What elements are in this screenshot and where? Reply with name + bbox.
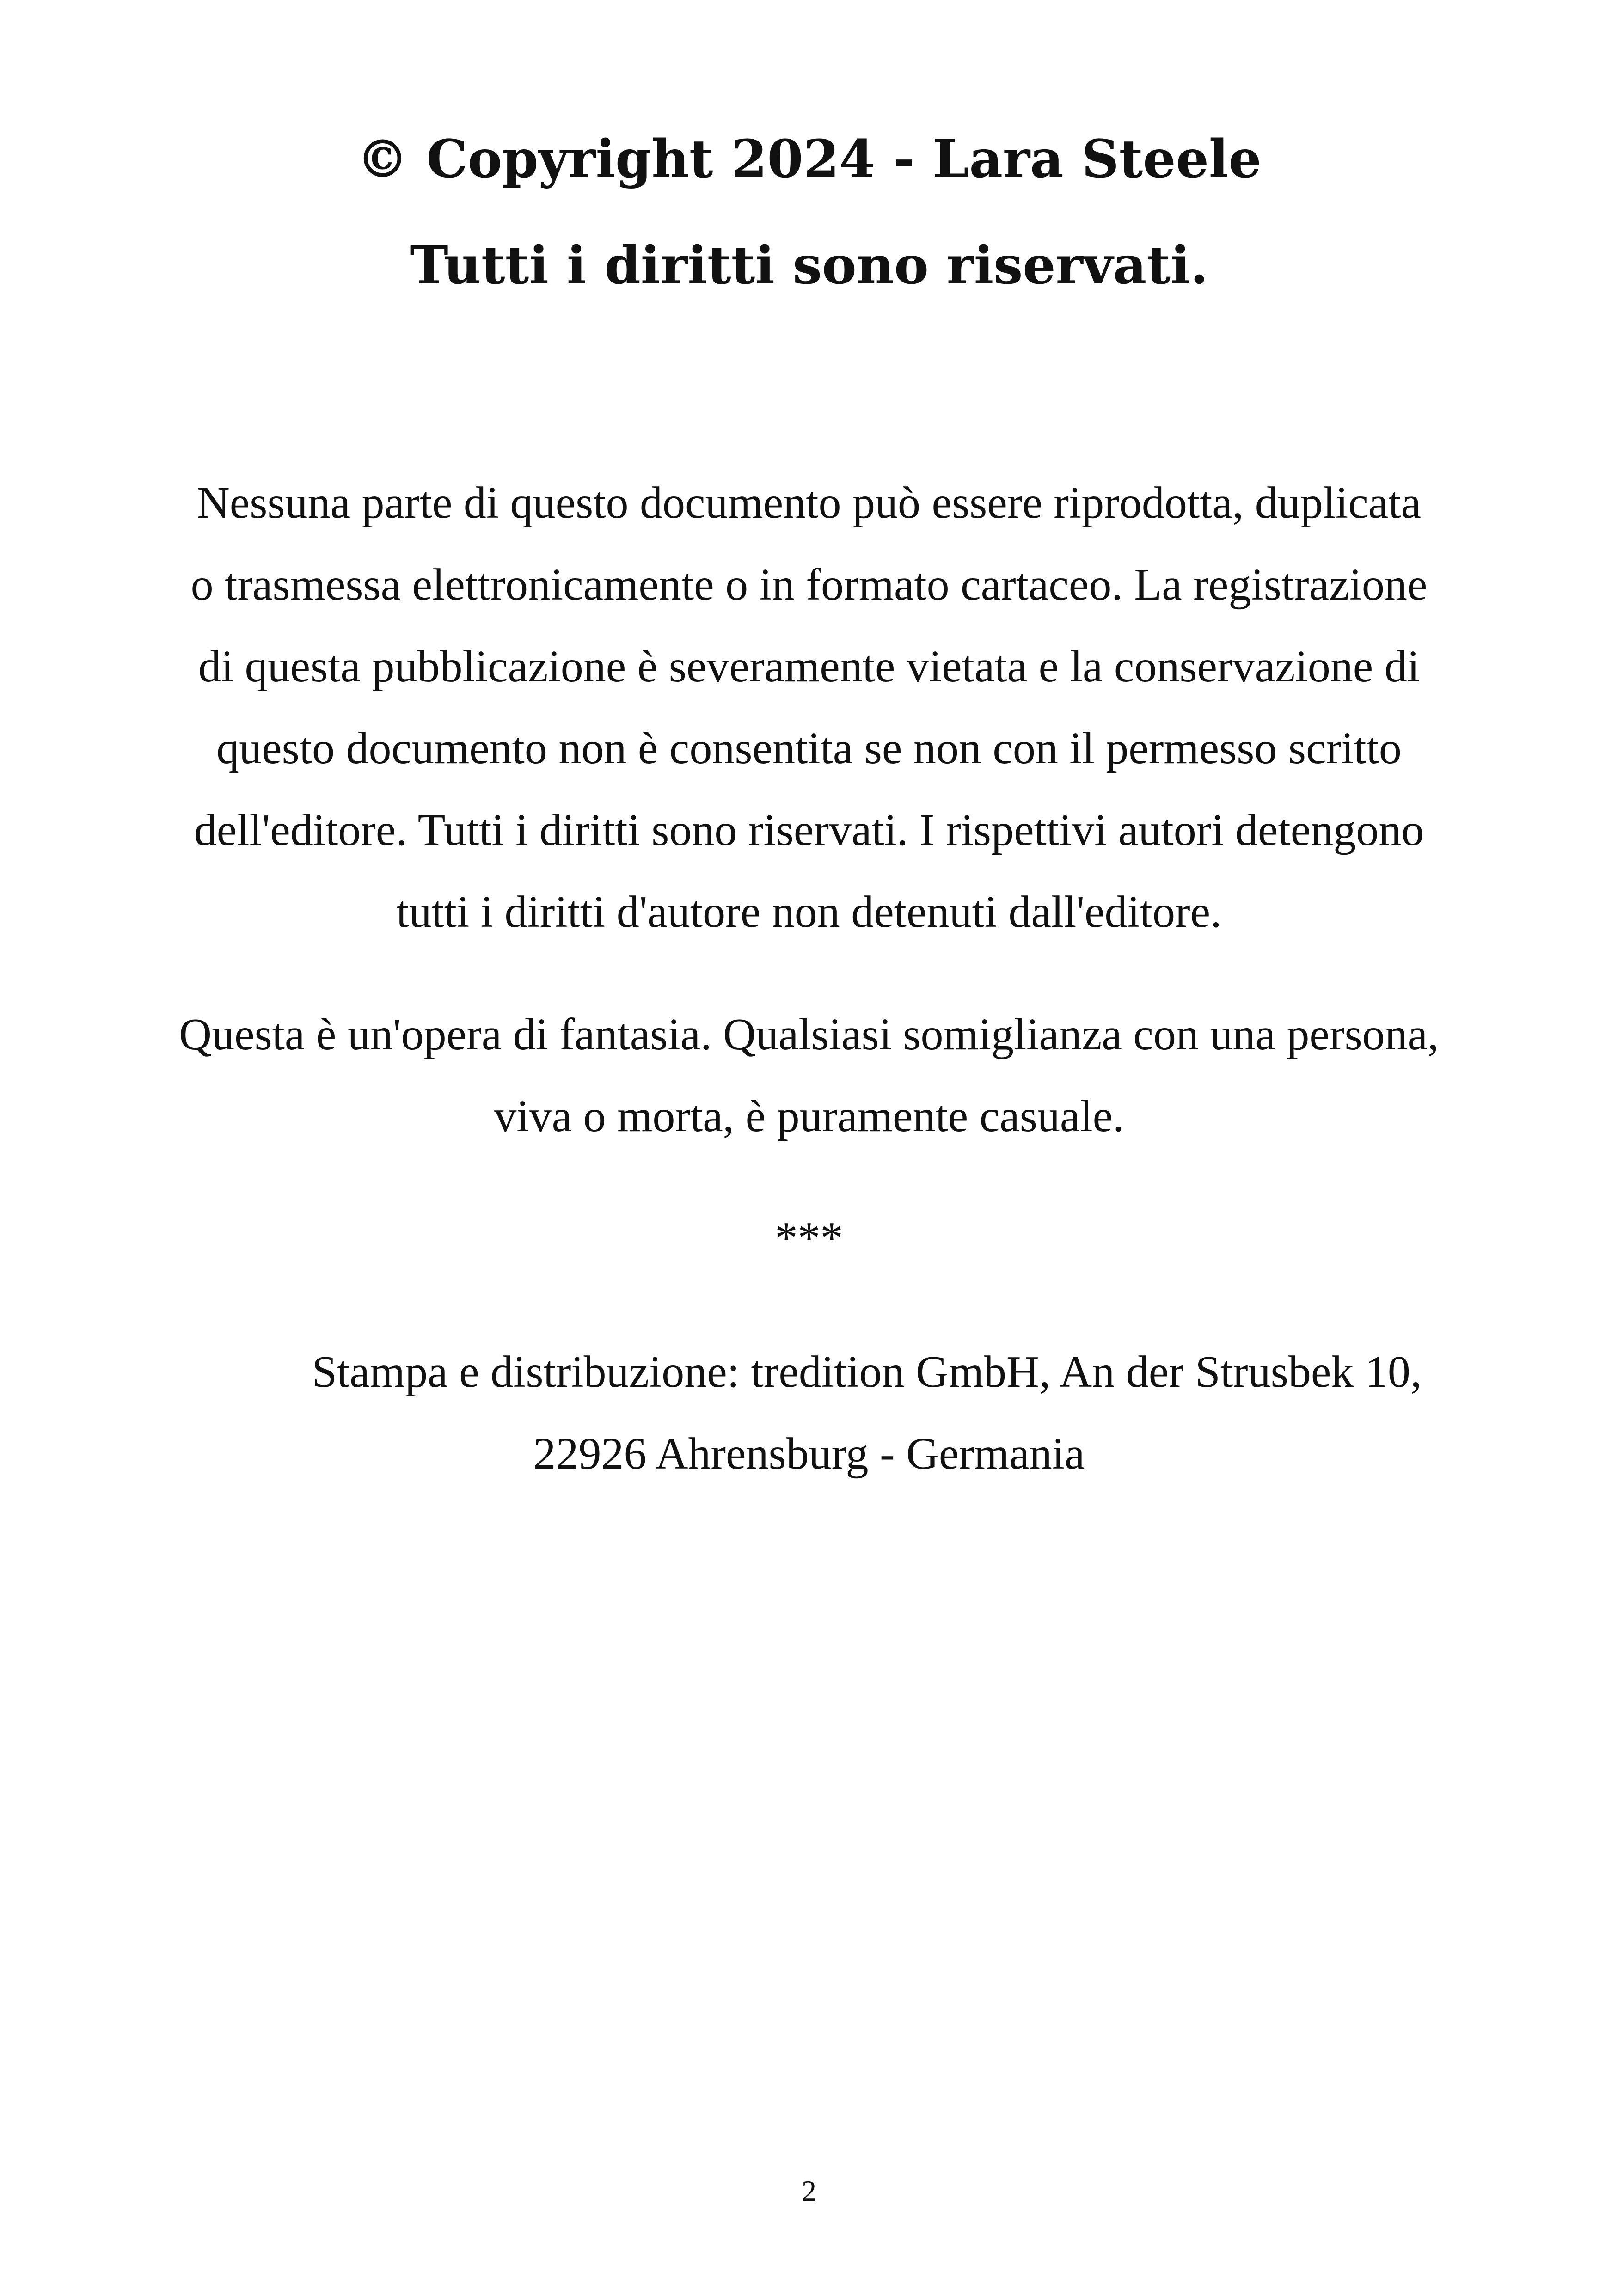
fiction-notice-paragraph	[125, 994, 1493, 1157]
printing-info-line: 22926 Ahrensburg - Germania	[533, 1429, 1085, 1479]
rights-heading: Tutti i diritti sono riservati.	[410, 235, 1208, 296]
legal-notice-line: o trasmessa elettronicamente o in formato cartaceo. La registrazione	[190, 560, 1428, 610]
title-block	[0, 106, 1618, 319]
legal-notice-line: di questa pubblicazione è severamente vietata e la conservazione di	[198, 642, 1420, 692]
legal-notice-line: tutti i diritti d'autore non detenuti dall'editore.	[396, 887, 1222, 937]
printing-info-line: Stampa e distribuzione: tredition GmbH, An der Strusbek 10,	[312, 1347, 1422, 1397]
page-number: 2	[802, 2174, 816, 2207]
fiction-notice-line: viva o morta, è puramente casuale.	[494, 1091, 1124, 1141]
section-separator: ***	[775, 1213, 843, 1263]
legal-notice-paragraph	[125, 462, 1493, 953]
copyright-heading: © Copyright 2024 - Lara Steele	[356, 129, 1262, 190]
legal-notice-line: questo documento non è consentita se non con il permesso scritto	[216, 723, 1402, 773]
printing-info	[0, 1331, 1618, 1495]
legal-notice-line: Nessuna parte di questo documento può essere riprodotta, duplicata	[197, 478, 1421, 528]
legal-notice-line: dell'editore. Tutti i diritti sono riservati. I rispettivi autori detengono	[194, 805, 1424, 855]
fiction-notice-line: Questa è un'opera di fantasia. Qualsiasi somiglianza con una persona,	[179, 1010, 1439, 1059]
